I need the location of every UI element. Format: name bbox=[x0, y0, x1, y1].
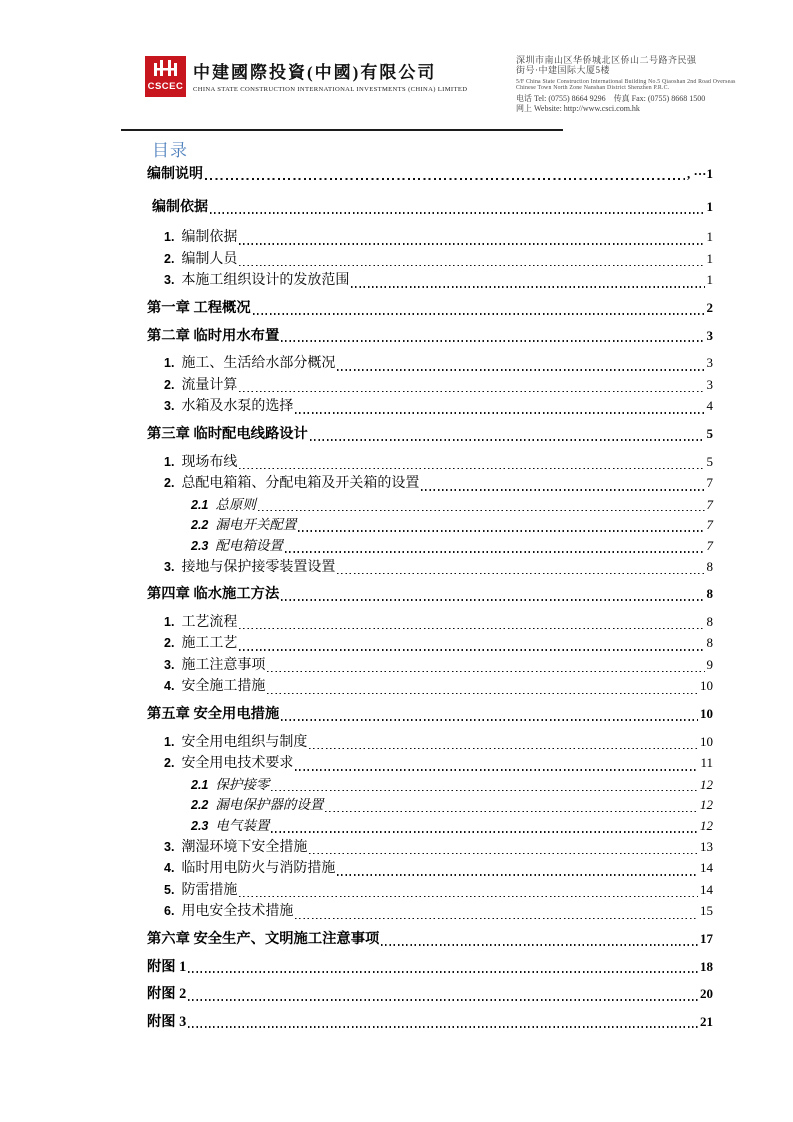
toc-entry-label: 漏电保护器的设置 bbox=[215, 797, 324, 813]
toc-entry-page: 10 bbox=[700, 706, 713, 722]
toc-entry-label: 本施工组织设计的发放范围 bbox=[181, 273, 350, 289]
toc-entry[interactable] bbox=[147, 676, 713, 698]
toc-entry-label: 施工注意事项 bbox=[181, 657, 266, 673]
toc-entry-label: 配电箱设置 bbox=[215, 537, 283, 553]
toc-entry-number: 2.3 bbox=[191, 538, 209, 553]
toc-entry-label: 施工工艺 bbox=[181, 636, 238, 652]
toc-entry-page: 14 bbox=[700, 881, 713, 897]
website-line: 网上 Website: http://www.csci.com.hk bbox=[516, 104, 640, 114]
toc-entry-page: 1 bbox=[706, 166, 713, 181]
table-of-contents bbox=[147, 136, 713, 1039]
toc-entry[interactable] bbox=[147, 732, 713, 754]
toc-entry-page: 7 bbox=[706, 537, 713, 553]
toc-leader-dots bbox=[239, 375, 704, 397]
toc-leader-dots bbox=[205, 164, 685, 186]
toc-entry-page: 5 bbox=[706, 453, 713, 469]
toc-entry-page: 8 bbox=[706, 558, 713, 574]
toc-entry-page: 12 bbox=[700, 797, 713, 813]
toc-leader-dots bbox=[337, 858, 698, 880]
toc-entry[interactable] bbox=[147, 795, 713, 816]
toc-entry-page: 3 bbox=[706, 355, 713, 371]
toc-entry[interactable] bbox=[147, 704, 713, 725]
toc-entry-page: 7 bbox=[706, 475, 713, 491]
toc-entry-number: 3. bbox=[164, 657, 175, 672]
toc-entry-page: 17 bbox=[700, 931, 713, 946]
toc-entry-page: 3 bbox=[706, 327, 713, 343]
toc-entry-page: 1 bbox=[706, 272, 713, 288]
toc-entry[interactable] bbox=[147, 929, 713, 950]
toc-entry[interactable] bbox=[147, 396, 713, 418]
toc-entry[interactable] bbox=[147, 473, 713, 495]
toc-entry-label: 编制依据 bbox=[152, 199, 208, 215]
toc-entry-label: 总配电箱箱、分配电箱及开关箱的设置 bbox=[181, 476, 420, 492]
toc-leader-dots bbox=[258, 495, 705, 516]
toc-entry[interactable] bbox=[147, 227, 713, 249]
toc-entry-label: 漏电开关配置 bbox=[215, 517, 297, 533]
toc-entry-page: 4 bbox=[706, 398, 713, 414]
telephone-fax-line: 电话 Tel: (0755) 8664 9296 传真 Fax: (0755) 8668 1500 bbox=[516, 94, 706, 103]
toc-entry-label: 电气装置 bbox=[215, 818, 270, 834]
toc-leader-dots bbox=[325, 795, 698, 816]
toc-leader-dots bbox=[295, 753, 698, 775]
toc-entry[interactable] bbox=[147, 270, 713, 292]
toc-entry-label: 用电安全技术措施 bbox=[181, 904, 294, 920]
toc-entry-label: 保护接零 bbox=[215, 776, 270, 792]
toc-entry-page: 12 bbox=[700, 818, 713, 834]
toc-leader-dots bbox=[295, 901, 698, 923]
toc-leader-dots bbox=[271, 816, 698, 837]
toc-leader-dots bbox=[281, 584, 704, 605]
toc-entry-page: 14 bbox=[700, 860, 713, 876]
toc-entry[interactable] bbox=[147, 655, 713, 677]
toc-entry[interactable] bbox=[147, 753, 713, 775]
toc-leader-dots bbox=[253, 298, 705, 319]
toc-entry-number: 2.1 bbox=[191, 777, 209, 792]
toc-entry[interactable] bbox=[147, 775, 713, 796]
toc-entry-label: 潮湿环境下安全措施 bbox=[181, 839, 308, 855]
company-logo bbox=[145, 56, 186, 97]
toc-list bbox=[147, 164, 713, 1032]
toc-entry-label: 第五章 安全用电措施 bbox=[147, 706, 280, 723]
toc-leader-dots bbox=[309, 837, 698, 859]
header-divider bbox=[121, 129, 563, 131]
toc-leader-dots bbox=[188, 957, 698, 978]
toc-entry-suffix: , ··· bbox=[686, 166, 707, 181]
toc-entry[interactable] bbox=[147, 858, 713, 880]
toc-entry-label: 安全用电组织与制度 bbox=[181, 734, 308, 750]
toc-entry-page: 18 bbox=[700, 958, 713, 974]
toc-entry[interactable] bbox=[147, 816, 713, 837]
toc-entry-label: 水箱及水泵的选择 bbox=[181, 399, 294, 415]
toc-leader-dots bbox=[298, 515, 704, 536]
toc-entry-number: 2. bbox=[164, 251, 175, 266]
toc-entry[interactable] bbox=[147, 249, 713, 271]
toc-entry-number: 1. bbox=[164, 454, 175, 469]
toc-entry-label: 编制依据 bbox=[181, 230, 238, 246]
toc-entry-page: 15 bbox=[700, 903, 713, 919]
toc-entry[interactable] bbox=[147, 424, 713, 445]
toc-entry[interactable] bbox=[147, 495, 713, 516]
address-chinese-line1: 深圳市南山区华侨城北区侨山二号路齐民强 bbox=[516, 55, 697, 65]
toc-leader-dots bbox=[239, 633, 704, 655]
toc-entry-number: 2. bbox=[164, 476, 175, 491]
toc-entry-page: 13 bbox=[700, 838, 713, 854]
toc-entry-label: 编制说明 bbox=[147, 167, 203, 182]
toc-entry-label: 接地与保护接零装置设置 bbox=[181, 559, 336, 575]
toc-leader-dots bbox=[271, 775, 698, 796]
toc-entry-number: 1. bbox=[164, 356, 175, 371]
toc-entry-label: 施工、生活给水部分概况 bbox=[181, 356, 336, 372]
toc-entry[interactable] bbox=[147, 326, 713, 347]
toc-entry-number: 4. bbox=[164, 861, 175, 876]
toc-entry-page: 5 bbox=[706, 425, 713, 441]
toc-entry-label: 安全用电技术要求 bbox=[181, 756, 294, 772]
toc-entry-number: 4. bbox=[164, 679, 175, 694]
toc-entry[interactable] bbox=[147, 612, 713, 634]
address-english-line2: Chinese Town North Zone Nanshan District Shenzhen P.R.C. bbox=[516, 85, 670, 92]
toc-leader-dots bbox=[239, 227, 704, 249]
toc-entry[interactable] bbox=[147, 984, 713, 1005]
toc-leader-dots bbox=[281, 704, 698, 725]
toc-leader-dots bbox=[421, 473, 704, 495]
company-name-block bbox=[193, 58, 513, 93]
toc-leader-dots bbox=[239, 880, 698, 902]
toc-leader-dots bbox=[310, 424, 705, 445]
toc-entry[interactable] bbox=[147, 880, 713, 902]
toc-entry[interactable] bbox=[147, 164, 713, 186]
company-address-block bbox=[516, 55, 788, 113]
toc-leader-dots bbox=[188, 1012, 698, 1033]
toc-entry-label: 附图 2 bbox=[147, 986, 187, 1003]
toc-entry[interactable] bbox=[147, 557, 713, 579]
toc-leader-dots bbox=[337, 353, 704, 375]
toc-entry[interactable] bbox=[147, 901, 713, 923]
toc-leader-dots bbox=[239, 249, 704, 271]
toc-entry-page: 3 bbox=[706, 376, 713, 392]
toc-leader-dots bbox=[210, 197, 705, 219]
toc-entry-label: 总原则 bbox=[215, 496, 256, 512]
toc-leader-dots bbox=[239, 452, 704, 474]
toc-leader-dots bbox=[281, 326, 704, 347]
toc-entry[interactable] bbox=[147, 1012, 713, 1033]
toc-entry-label: 第四章 临水施工方法 bbox=[147, 586, 280, 603]
toc-entry-number: 2. bbox=[164, 377, 175, 392]
toc-entry[interactable] bbox=[147, 197, 713, 219]
toc-entry-number: 5. bbox=[164, 882, 175, 897]
toc-entry-number: 2. bbox=[164, 756, 175, 771]
toc-leader-dots bbox=[381, 929, 698, 950]
toc-leader-dots bbox=[285, 536, 705, 557]
toc-entry-page: 9 bbox=[706, 656, 713, 672]
toc-entry-page: 11 bbox=[700, 755, 713, 771]
toc-entry[interactable] bbox=[147, 584, 713, 605]
address-chinese-line2: 街号·中建国际大厦5楼 bbox=[516, 65, 610, 76]
toc-entry-number: 1. bbox=[164, 734, 175, 749]
toc-entry-page: 7 bbox=[706, 517, 713, 533]
toc-entry-number: 3. bbox=[164, 399, 175, 414]
toc-entry[interactable] bbox=[147, 633, 713, 655]
toc-entry-page: 21 bbox=[700, 1013, 713, 1029]
toc-entry-number: 6. bbox=[164, 904, 175, 919]
toc-entry-label: 工艺流程 bbox=[181, 614, 238, 630]
cscec-logo-icon bbox=[145, 56, 186, 97]
toc-entry[interactable] bbox=[147, 375, 713, 397]
toc-leader-dots bbox=[295, 396, 704, 418]
toc-entry-page: 7 bbox=[706, 496, 713, 512]
address-english-line1: 5/F China State Construction International Building No.5 Qiaoshan 2nd Road Overseas bbox=[516, 78, 736, 85]
toc-entry-number: 2. bbox=[164, 636, 175, 651]
toc-entry[interactable] bbox=[147, 837, 713, 859]
toc-entry-number: 2.3 bbox=[191, 819, 209, 834]
toc-entry-page: 8 bbox=[706, 586, 713, 602]
toc-entry-label: 第三章 临时配电线路设计 bbox=[147, 425, 308, 442]
toc-entry[interactable] bbox=[147, 298, 713, 319]
toc-entry[interactable] bbox=[147, 957, 713, 978]
toc-entry-number: 3. bbox=[164, 839, 175, 854]
toc-entry-page: 1 bbox=[706, 250, 713, 266]
toc-entry-label: 临时用电防火与消防措施 bbox=[181, 861, 336, 877]
toc-entry-label: 安全施工措施 bbox=[181, 679, 266, 695]
toc-entry[interactable] bbox=[147, 515, 713, 536]
toc-entry-label: 附图 3 bbox=[147, 1013, 187, 1030]
toc-leader-dots bbox=[267, 676, 698, 698]
toc-entry-number: 2.2 bbox=[191, 518, 209, 533]
toc-entry-number: 2.1 bbox=[191, 497, 209, 512]
toc-entry-page: 8 bbox=[706, 613, 713, 629]
letterhead bbox=[0, 0, 793, 134]
toc-entry-page: 20 bbox=[700, 986, 713, 1002]
toc-entry-page: 8 bbox=[706, 635, 713, 651]
toc-entry-page: 12 bbox=[700, 776, 713, 792]
toc-entry-number: 1. bbox=[164, 614, 175, 629]
toc-entry[interactable] bbox=[147, 353, 713, 375]
toc-entry-label: 第一章 工程概况 bbox=[147, 299, 251, 316]
toc-leader-dots bbox=[351, 270, 704, 292]
company-name-english: CHINA STATE CONSTRUCTION INTERNATIONAL INVESTMENTS (CHINA) LIMITED bbox=[193, 86, 468, 93]
toc-entry-label: 防雷措施 bbox=[181, 882, 238, 898]
toc-entry-label: 第二章 临时用水布置 bbox=[147, 327, 280, 344]
toc-entry[interactable] bbox=[147, 452, 713, 474]
toc-entry-number: 2.2 bbox=[191, 798, 209, 813]
toc-entry-page: 1 bbox=[706, 229, 713, 245]
toc-leader-dots bbox=[239, 612, 704, 634]
toc-entry-label: 流量计算 bbox=[181, 377, 238, 393]
toc-entry-number: 3. bbox=[164, 273, 175, 288]
toc-entry-page: 2 bbox=[706, 299, 713, 315]
toc-entry-page: 1 bbox=[706, 198, 713, 214]
toc-entry-label: 现场布线 bbox=[181, 454, 238, 470]
toc-leader-dots bbox=[267, 655, 704, 677]
company-name-chinese: 中建國際投資(中國)有限公司 bbox=[193, 63, 437, 82]
toc-title: 目录 bbox=[152, 141, 188, 160]
toc-leader-dots bbox=[309, 732, 698, 754]
toc-entry-label: 第六章 安全生产、文明施工注意事项 bbox=[147, 931, 380, 947]
toc-entry-label: 编制人员 bbox=[181, 251, 238, 267]
toc-leader-dots bbox=[337, 557, 704, 579]
toc-entry-page: 10 bbox=[700, 678, 713, 694]
toc-leader-dots bbox=[188, 984, 698, 1005]
toc-entry-number: 3. bbox=[164, 559, 175, 574]
toc-entry-page: 10 bbox=[700, 733, 713, 749]
toc-entry-number: 1. bbox=[164, 230, 175, 245]
toc-entry-label: 附图 1 bbox=[147, 958, 187, 975]
toc-entry[interactable] bbox=[147, 536, 713, 557]
cscec-logo-text: CSCEC bbox=[147, 81, 184, 92]
